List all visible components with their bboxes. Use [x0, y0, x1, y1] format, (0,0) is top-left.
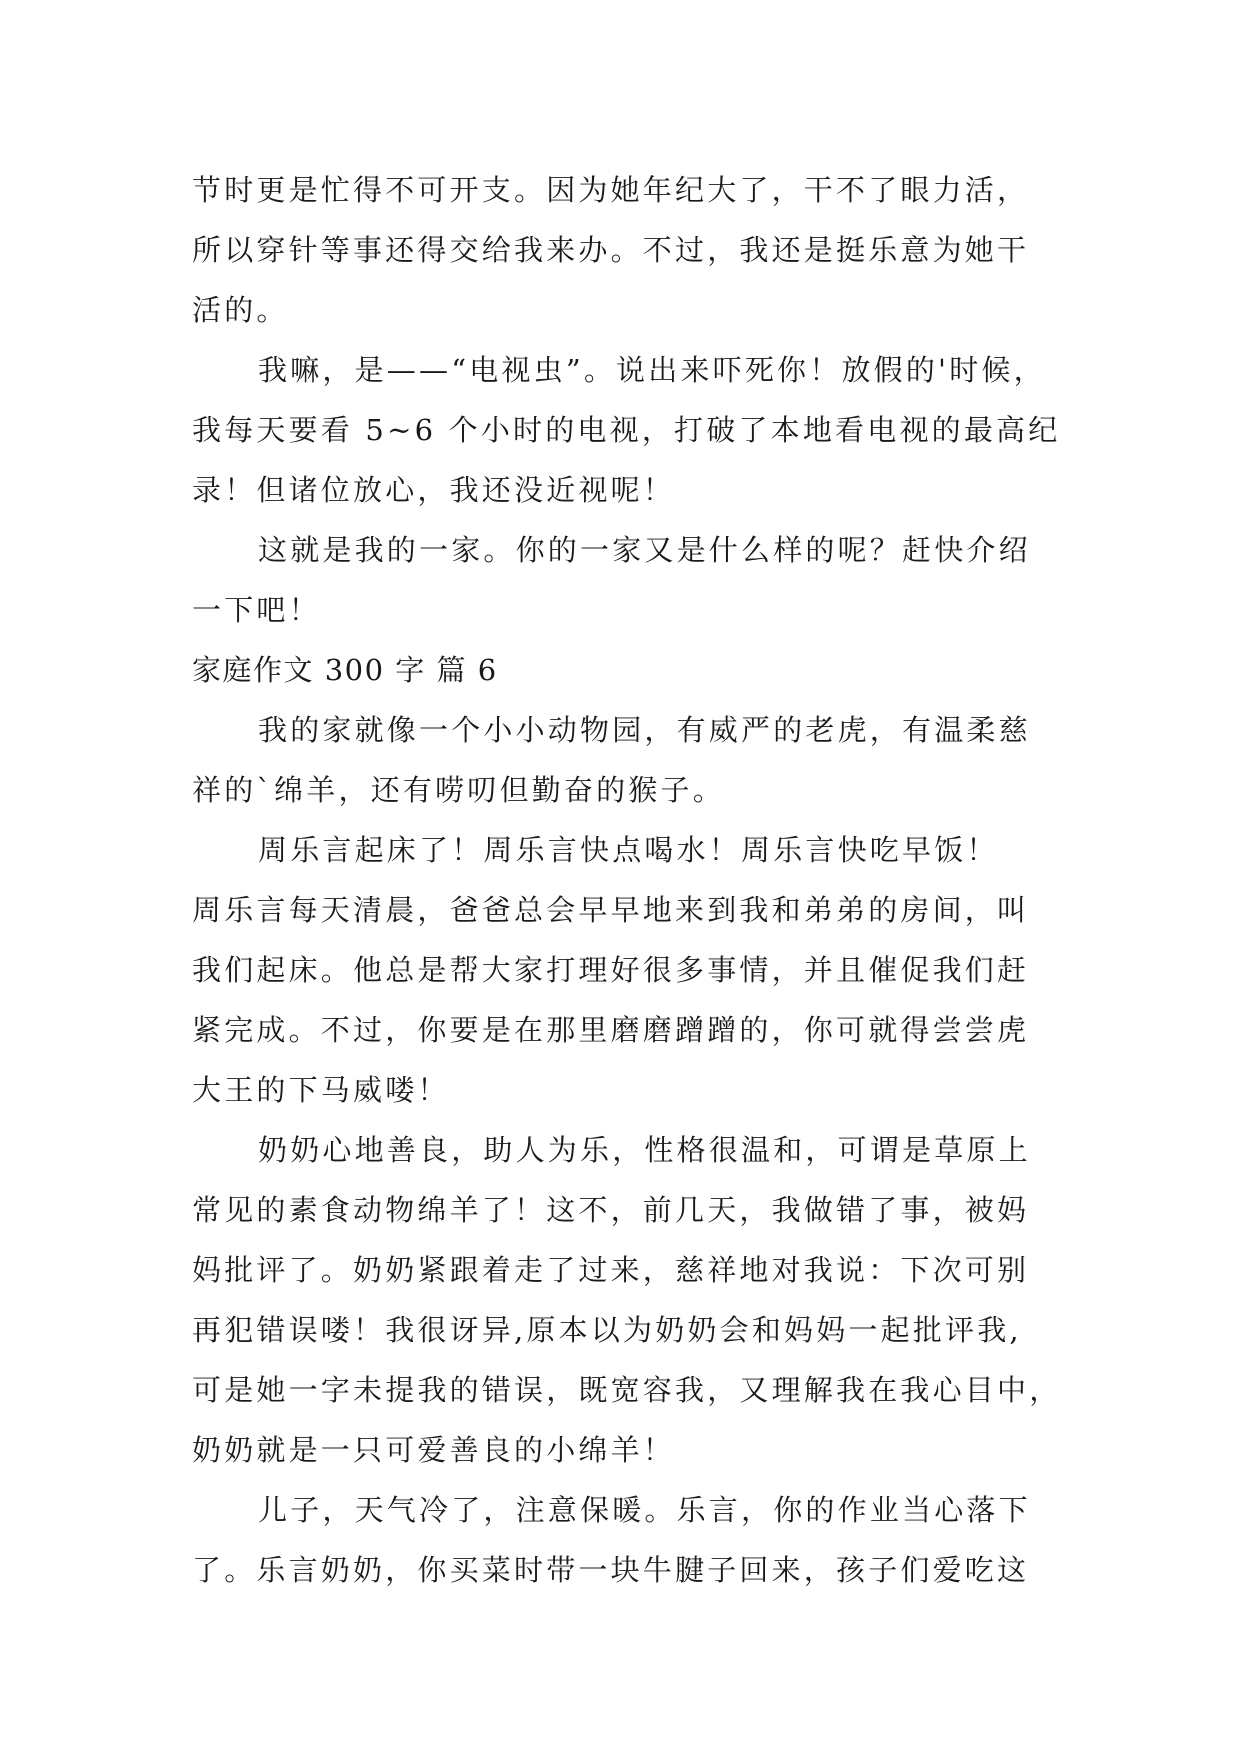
document-body — [192, 160, 1072, 1600]
text-line: 一下吧！ — [192, 593, 321, 627]
text-line: 可是她一字未提我的错误，既宽容我，又理解我在我心目中， — [192, 1373, 1062, 1407]
text-line: 活的。 — [192, 293, 289, 327]
text-line: 了。乐言奶奶，你买菜时带一块牛腱子回来，孩子们爱吃这 — [192, 1553, 1030, 1587]
text-line: 大王的下马威喽！ — [192, 1073, 450, 1107]
text-line: 祥的`绵羊，还有唠叨但勤奋的猴子。 — [192, 773, 725, 807]
text-line: 妈批评了。奶奶紧跟着走了过来，慈祥地对我说：下次可别 — [192, 1253, 1030, 1287]
text-line: 再犯错误喽！我很讶异,原本以为奶奶会和妈妈一起批评我, — [192, 1313, 1022, 1347]
text-line: 奶奶心地善良，助人为乐，性格很温和，可谓是草原上 — [258, 1133, 1031, 1167]
text-line: 奶奶就是一只可爱善良的小绵羊！ — [192, 1433, 676, 1467]
text-line: 周乐言每天清晨，爸爸总会早早地来到我和弟弟的房间，叫 — [192, 893, 1030, 927]
section-heading: 家庭作文 300 字 篇 6 — [192, 653, 498, 687]
text-line: 我的家就像一个小小动物园，有威严的老虎，有温柔慈 — [258, 713, 1031, 747]
text-line: 我每天要看 5~6 个小时的电视，打破了本地看电视的最高纪 — [192, 413, 1061, 447]
text-line: 我们起床。他总是帮大家打理好很多事情，并且催促我们赶 — [192, 953, 1030, 987]
text-line: 所以穿针等事还得交给我来办。不过，我还是挺乐意为她干 — [192, 233, 1030, 267]
text-line: 节时更是忙得不可开支。因为她年纪大了，干不了眼力活， — [192, 173, 1030, 207]
text-line: 我嘛，是——“电视虫”。说出来吓死你！放假的'时候， — [258, 353, 1046, 387]
text-line: 周乐言起床了！周乐言快点喝水！周乐言快吃早饭！ — [258, 833, 999, 867]
text-line: 紧完成。不过，你要是在那里磨磨蹭蹭的，你可就得尝尝虎 — [192, 1013, 1030, 1047]
text-line: 常见的素食动物绵羊了！这不，前几天，我做错了事，被妈 — [192, 1193, 1030, 1227]
text-line: 录！但诸位放心，我还没近视呢！ — [192, 473, 676, 507]
text-line: 儿子，天气冷了，注意保暖。乐言，你的作业当心落下 — [258, 1493, 1031, 1527]
text-line: 这就是我的一家。你的一家又是什么样的呢？赶快介绍 — [258, 533, 1031, 567]
